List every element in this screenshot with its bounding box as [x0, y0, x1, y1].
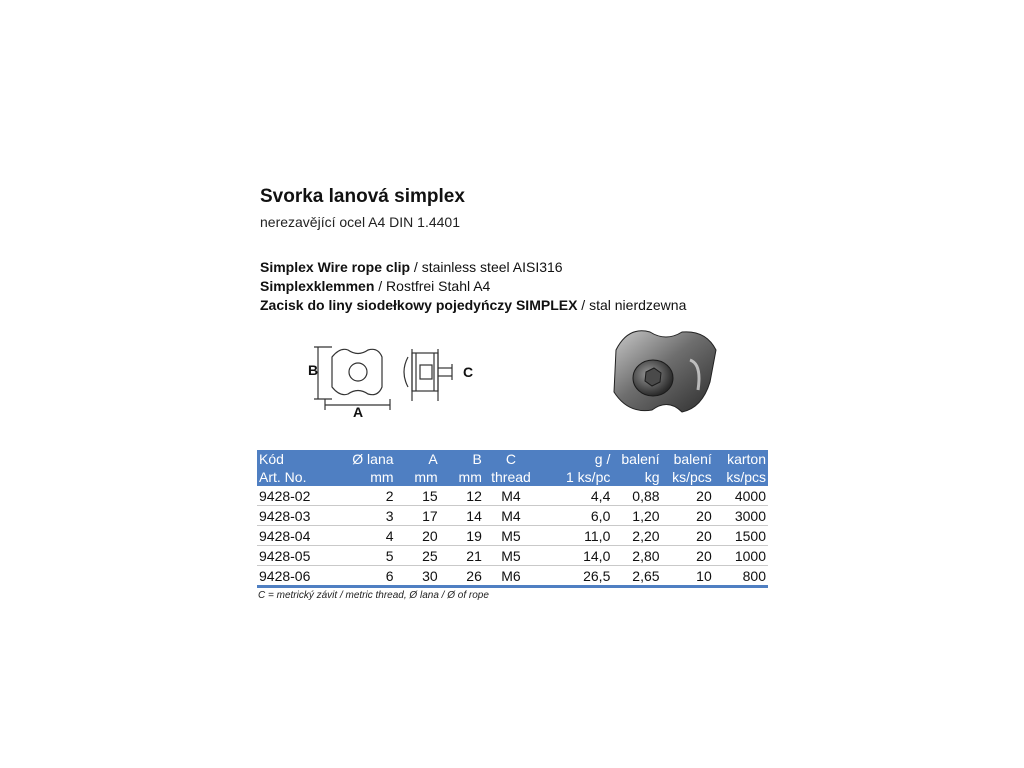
- cell-pack-pcs: 20: [662, 546, 714, 566]
- header-cell: mm: [396, 468, 440, 486]
- cell-thread: M4: [484, 486, 538, 506]
- cell-pack-pcs: 20: [662, 526, 714, 546]
- cell-pack-kg: 0,88: [612, 486, 661, 506]
- header-cell: Kód: [257, 450, 341, 468]
- header-cell: A: [396, 450, 440, 468]
- cell-a: 25: [396, 546, 440, 566]
- cell-art-no: 9428-03: [257, 506, 341, 526]
- cell-weight: 6,0: [538, 506, 612, 526]
- cell-art-no: 9428-05: [257, 546, 341, 566]
- cell-thread: M5: [484, 546, 538, 566]
- cell-rope-dia: 3: [341, 506, 395, 526]
- cell-b: 12: [440, 486, 484, 506]
- cell-pack-pcs: 20: [662, 486, 714, 506]
- cell-pack-kg: 2,65: [612, 566, 661, 587]
- cell-weight: 14,0: [538, 546, 612, 566]
- cell-thread: M4: [484, 506, 538, 526]
- cell-weight: 26,5: [538, 566, 612, 587]
- dimension-label-b: B: [308, 362, 319, 378]
- cell-pack-kg: 1,20: [612, 506, 661, 526]
- cell-a: 30: [396, 566, 440, 587]
- cell-carton: 800: [714, 566, 768, 587]
- table-row: [257, 546, 768, 566]
- product-title: Svorka lanová simplex: [260, 186, 465, 207]
- cell-thread: M6: [484, 566, 538, 587]
- dimension-label-a: A: [353, 404, 364, 420]
- header-cell: g /: [538, 450, 612, 468]
- cell-b: 26: [440, 566, 484, 587]
- description-en: Simplex Wire rope clip / stainless steel AISI316: [260, 259, 563, 275]
- cell-art-no: 9428-04: [257, 526, 341, 546]
- header-cell: ks/pcs: [662, 468, 714, 486]
- header-cell: karton: [714, 450, 768, 468]
- table-header-row: [257, 468, 768, 486]
- spec-table: [257, 450, 768, 588]
- cell-pack-pcs: 20: [662, 506, 714, 526]
- header-cell: balení: [662, 450, 714, 468]
- table-footnote: C = metrický závit / metric thread, Ø lana / Ø of rope: [258, 590, 489, 601]
- table-row: [257, 566, 768, 587]
- header-cell: Art. No.: [257, 468, 341, 486]
- cell-a: 17: [396, 506, 440, 526]
- cell-thread: M5: [484, 526, 538, 546]
- header-cell: thread: [484, 468, 538, 486]
- description-de: Simplexklemmen / Rostfrei Stahl A4: [260, 278, 491, 294]
- cell-a: 20: [396, 526, 440, 546]
- cell-art-no: 9428-06: [257, 566, 341, 587]
- cell-pack-kg: 2,20: [612, 526, 661, 546]
- header-cell: Ø lana: [341, 450, 395, 468]
- table-header-row: [257, 450, 768, 468]
- cell-a: 15: [396, 486, 440, 506]
- table-row: [257, 506, 768, 526]
- cell-rope-dia: 4: [341, 526, 395, 546]
- cell-rope-dia: 2: [341, 486, 395, 506]
- cell-art-no: 9428-02: [257, 486, 341, 506]
- cell-weight: 11,0: [538, 526, 612, 546]
- cell-carton: 1000: [714, 546, 768, 566]
- header-cell: kg: [612, 468, 661, 486]
- cell-rope-dia: 5: [341, 546, 395, 566]
- table-row: [257, 526, 768, 546]
- cell-carton: 3000: [714, 506, 768, 526]
- product-photo: [598, 320, 728, 432]
- cell-pack-kg: 2,80: [612, 546, 661, 566]
- header-cell: mm: [341, 468, 395, 486]
- cell-carton: 1500: [714, 526, 768, 546]
- header-cell: 1 ks/pc: [538, 468, 612, 486]
- cell-b: 14: [440, 506, 484, 526]
- header-cell: B: [440, 450, 484, 468]
- cell-carton: 4000: [714, 486, 768, 506]
- cell-rope-dia: 6: [341, 566, 395, 587]
- cell-b: 19: [440, 526, 484, 546]
- product-subtitle: nerezavějící ocel A4 DIN 1.4401: [260, 214, 461, 230]
- cell-pack-pcs: 10: [662, 566, 714, 587]
- cell-weight: 4,4: [538, 486, 612, 506]
- technical-drawing: [300, 335, 490, 420]
- dimension-label-c: C: [463, 364, 474, 380]
- header-cell: C: [484, 450, 538, 468]
- description-pl: Zacisk do liny siodełkowy pojedyńczy SIMPLEX / stal nierdzewna: [260, 297, 687, 313]
- header-cell: mm: [440, 468, 484, 486]
- cell-b: 21: [440, 546, 484, 566]
- header-cell: balení: [612, 450, 661, 468]
- table-row: [257, 486, 768, 506]
- header-cell: ks/pcs: [714, 468, 768, 486]
